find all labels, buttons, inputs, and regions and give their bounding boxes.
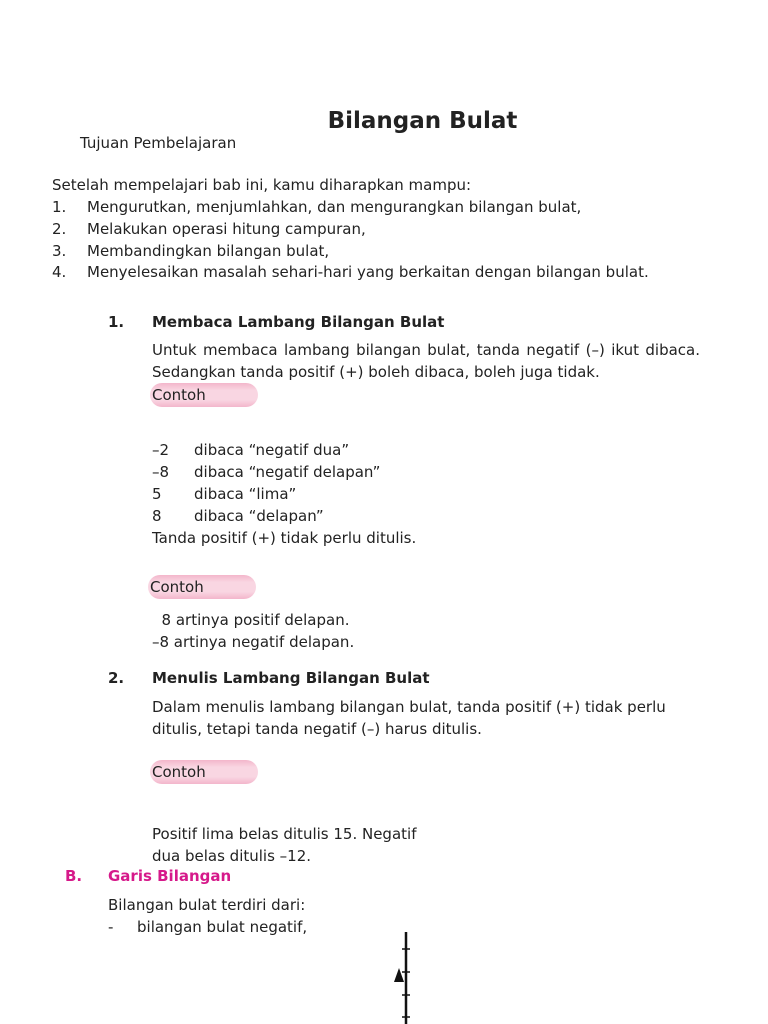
paragraph: Bilangan bulat terdiri dari:	[108, 896, 306, 914]
list-item: Membandingkan bilangan bulat,	[87, 242, 330, 260]
example-badge: Contoh	[148, 575, 256, 599]
list-item: Menyelesaikan masalah sehari-hari yang berkaitan dengan bilangan bulat.	[87, 263, 649, 281]
note-text: Tanda positif (+) tidak perlu ditulis.	[152, 529, 417, 547]
example-text: dibaca “delapan”	[194, 507, 324, 525]
example-text: dibaca “negatif dua”	[194, 441, 350, 459]
intro-text: Setelah mempelajari bab ini, kamu diharapkan mampu:	[52, 176, 472, 194]
example-number: 8	[152, 507, 162, 525]
section-number: 1.	[108, 313, 125, 331]
list-item: bilangan bulat negatif,	[137, 918, 308, 936]
list-dash: -	[108, 918, 114, 936]
page-title: Bilangan Bulat	[327, 108, 518, 134]
paragraph-line: Dalam menulis lambang bilangan bulat, tanda positif (+) tidak perlu	[152, 698, 666, 716]
section-heading: Garis Bilangan	[108, 867, 232, 885]
list-item: Melakukan operasi hitung campuran,	[87, 220, 366, 238]
list-item	[152, 505, 324, 527]
section-letter: B.	[65, 867, 83, 885]
list-item: Mengurutkan, menjumlahkan, dan mengurangkan bilangan bulat,	[87, 198, 582, 216]
section-number: 2.	[108, 669, 125, 687]
number-line	[390, 928, 420, 1024]
example-text: –8 artinya negatif delapan.	[152, 633, 355, 651]
list-item	[152, 439, 349, 461]
example-badge: Contoh	[150, 383, 258, 407]
list-number: 1.	[52, 198, 67, 216]
paragraph-line: ditulis, tetapi tanda negatif (–) harus ditulis.	[152, 720, 482, 738]
list-item	[152, 483, 296, 505]
triangle-marker-icon	[394, 968, 404, 982]
objectives-heading: Tujuan Pembelajaran	[80, 134, 237, 152]
section-heading: Membaca Lambang Bilangan Bulat	[152, 313, 445, 331]
paragraph: Untuk membaca lambang bilangan bulat, tanda negatif (–) ikut dibaca. Sedangkan tanda positif (+) boleh dibaca, boleh juga tidak.	[152, 341, 700, 381]
list-item	[152, 461, 380, 483]
list-number: 3.	[52, 242, 67, 260]
list-number: 4.	[52, 263, 67, 281]
example-text: 8 artinya positif delapan.	[152, 611, 350, 629]
example-number: –8	[152, 463, 170, 481]
section-heading: Menulis Lambang Bilangan Bulat	[152, 669, 430, 687]
example-text: Positif lima belas ditulis 15. Negatif	[152, 825, 417, 843]
example-text: dibaca “negatif delapan”	[194, 463, 381, 481]
example-text: dua belas ditulis –12.	[152, 847, 312, 865]
example-text: dibaca “lima”	[194, 485, 297, 503]
example-number: –2	[152, 441, 170, 459]
example-badge: Contoh	[150, 760, 258, 784]
example-number: 5	[152, 485, 162, 503]
list-number: 2.	[52, 220, 67, 238]
